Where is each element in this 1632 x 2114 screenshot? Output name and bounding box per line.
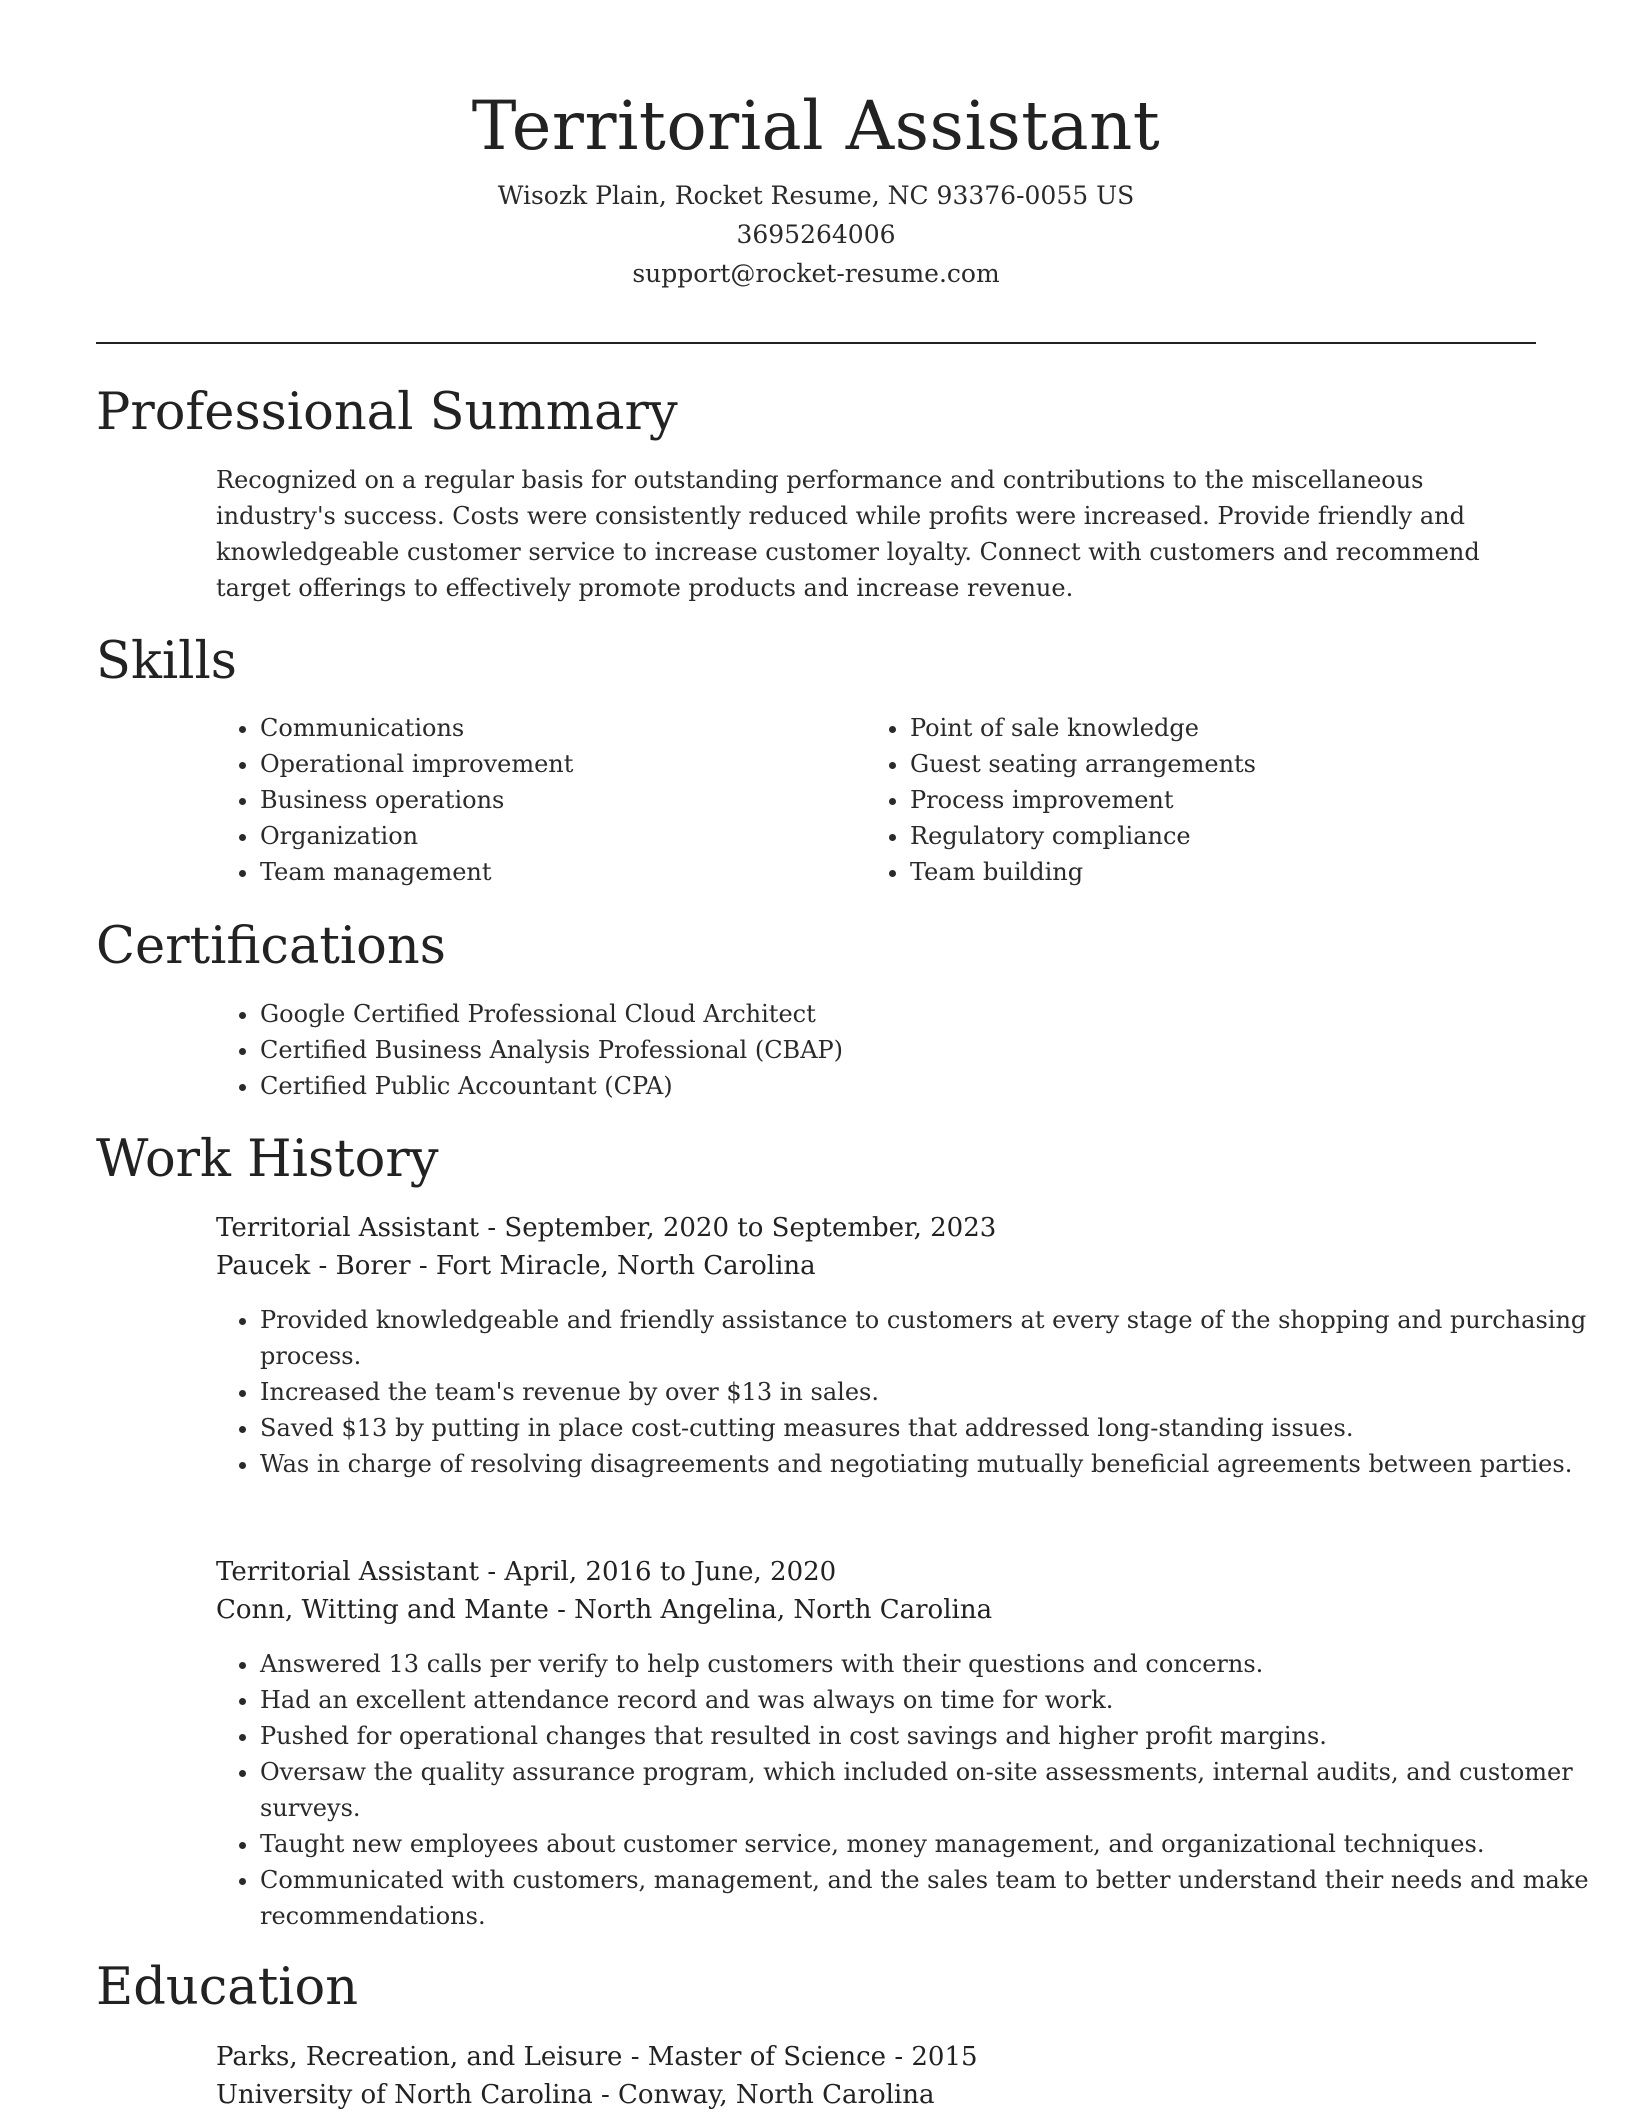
list-item: • Team management	[260, 854, 820, 890]
education-school-line: University of North Carolina - Conway, North Carolina	[216, 2080, 935, 2110]
section-title-work-history: Work History	[96, 1130, 439, 1189]
list-item: • Google Certified Professional Cloud Architect	[260, 996, 1460, 1032]
email: support@rocket-resume.com	[632, 259, 1000, 288]
list-item: • Organization	[260, 818, 820, 854]
job-company-line: Paucek - Borer - Fort Miracle, North Carolina	[216, 1251, 816, 1281]
list-item: • Oversaw the quality assurance program, which included on-site assessments, internal audits, and customer surveys.	[260, 1754, 1590, 1826]
candidate-name: Territorial Assistant	[471, 87, 1161, 165]
education-degree-line: Parks, Recreation, and Leisure - Master of Science - 2015	[216, 2042, 978, 2072]
list-item: • Pushed for operational changes that resulted in cost savings and higher profit margins.	[260, 1718, 1590, 1754]
list-item: • Saved $13 by putting in place cost-cutting measures that addressed long-standing issues.	[260, 1410, 1590, 1446]
skills-list-right	[866, 710, 1510, 890]
job-bullets	[216, 1302, 1590, 1482]
list-item: • Answered 13 calls per verify to help customers with their questions and concerns.	[260, 1646, 1590, 1682]
section-title-summary: Professional Summary	[96, 383, 678, 442]
header-divider	[96, 342, 1536, 344]
summary-text: Recognized on a regular basis for outstanding performance and contributions to the miscellaneous industry's success. Costs were consistently reduced while profits were increased. Provide friendly and knowledgeable customer service to increase customer loyalty. Connect with customers and recommend target offerings to effectively promote products and increase revenue.	[216, 466, 1480, 602]
list-item: • Increased the team's revenue by over $13 in sales.	[260, 1374, 1590, 1410]
skills-list-left	[216, 710, 820, 890]
list-item: • Operational improvement	[260, 746, 820, 782]
list-item: • Point of sale knowledge	[910, 710, 1510, 746]
list-item: • Business operations	[260, 782, 820, 818]
section-title-skills: Skills	[96, 632, 237, 691]
list-item: • Guest seating arrangements	[910, 746, 1510, 782]
list-item: • Certified Business Analysis Professional (CBAP)	[260, 1032, 1460, 1068]
job-title-line: Territorial Assistant - April, 2016 to June, 2020	[216, 1557, 837, 1587]
list-item: • Taught new employees about customer service, money management, and organizational techniques.	[260, 1826, 1590, 1862]
job-bullets	[216, 1646, 1590, 1934]
job-title-line: Territorial Assistant - September, 2020 to September, 2023	[216, 1213, 997, 1243]
list-item: • Was in charge of resolving disagreements and negotiating mutually beneficial agreements between parties.	[260, 1446, 1590, 1482]
contact-block	[96, 176, 1536, 293]
certifications-list	[216, 996, 1460, 1104]
list-item: • Had an excellent attendance record and was always on time for work.	[260, 1682, 1590, 1718]
address: Wisozk Plain, Rocket Resume, NC 93376-0055 US	[497, 181, 1135, 210]
section-title-education: Education	[96, 1958, 359, 2017]
resume-header	[96, 84, 1536, 293]
section-title-certifications: Certifications	[96, 917, 446, 976]
list-item: • Communications	[260, 710, 820, 746]
list-item: • Certified Public Accountant (CPA)	[260, 1068, 1460, 1104]
phone: 3695264006	[736, 220, 896, 249]
list-item: • Communicated with customers, management, and the sales team to better understand their needs and make recommendations.	[260, 1862, 1590, 1934]
list-item: • Process improvement	[910, 782, 1510, 818]
list-item: • Provided knowledgeable and friendly assistance to customers at every stage of the shopping and purchasing process.	[260, 1302, 1590, 1374]
list-item: • Team building	[910, 854, 1510, 890]
list-item: • Regulatory compliance	[910, 818, 1510, 854]
job-company-line: Conn, Witting and Mante - North Angelina, North Carolina	[216, 1595, 993, 1625]
